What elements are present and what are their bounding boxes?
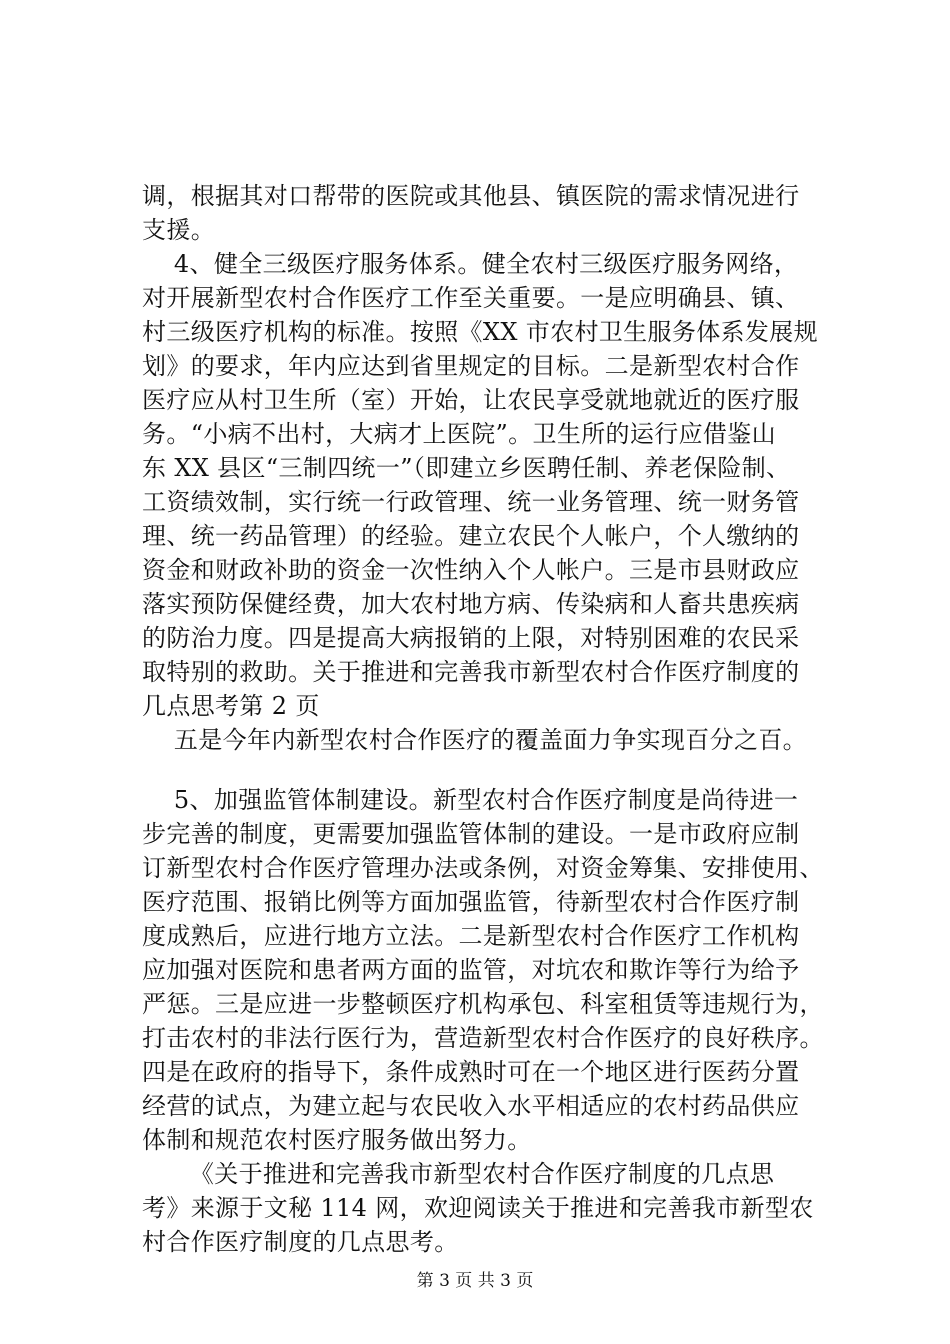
body-line: 5、加强监管体制建设。新型农村合作医疗制度是尚待进一	[142, 786, 799, 814]
body-line: 医疗应从村卫生所（室）开始，让农民享受就地就近的医疗服	[142, 386, 800, 414]
body-line: 经营的试点，为建立起与农民收入水平相适应的农村药品供应	[142, 1092, 800, 1120]
body-line: 划》的要求，年内应达到省里规定的目标。二是新型农村合作	[142, 352, 800, 380]
body-line: 几点思考第 2 页	[142, 692, 320, 720]
body-line: 工资绩效制，实行统一行政管理、统一业务管理、统一财务管	[142, 488, 800, 516]
body-line: 应加强对医院和患者两方面的监管，对坑农和欺诈等行为给予	[142, 956, 800, 984]
body-line: 《关于推进和完善我市新型农村合作医疗制度的几点思	[142, 1160, 775, 1188]
body-line: 医疗范围、报销比例等方面加强监管，待新型农村合作医疗制	[142, 888, 800, 916]
body-line: 步完善的制度，更需要加强监管体制的建设。一是市政府应制	[142, 820, 800, 848]
body-line: 的防治力度。四是提高大病报销的上限，对特别困难的农民采	[142, 624, 800, 652]
body-line: 订新型农村合作医疗管理办法或条例，对资金筹集、安排使用、	[142, 854, 824, 882]
body-line: 落实预防保健经费，加大农村地方病、传染病和人畜共患疾病	[142, 590, 800, 618]
body-line: 资金和财政补助的资金一次性纳入个人帐户。三是市县财政应	[142, 556, 800, 584]
body-line: 东 XX 县区“三制四统一”（即建立乡医聘任制、养老保险制、	[142, 454, 791, 482]
body-line: 村三级医疗机构的标准。按照《XX 市农村卫生服务体系发展规	[142, 318, 818, 346]
body-line: 度成熟后，应进行地方立法。二是新型农村合作医疗工作机构	[142, 922, 800, 950]
body-line: 4、健全三级医疗服务体系。健全农村三级医疗服务网络，	[142, 250, 799, 278]
body-line: 打击农村的非法行医行为，营造新型农村合作医疗的良好秩序。	[142, 1024, 824, 1052]
body-line: 四是在政府的指导下，条件成熟时可在一个地区进行医药分置	[142, 1058, 800, 1086]
page-footer: 第 3 页 共 3 页	[416, 1271, 534, 1291]
body-line: 取特别的救助。关于推进和完善我市新型农村合作医疗制度的	[142, 658, 800, 686]
body-line: 对开展新型农村合作医疗工作至关重要。一是应明确县、镇、	[142, 284, 800, 312]
body-line: 体制和规范农村医疗服务做出努力。	[142, 1126, 532, 1154]
body-line: 调，根据其对口帮带的医院或其他县、镇医院的需求情况进行	[142, 182, 800, 210]
body-line: 严惩。三是应进一步整顿医疗机构承包、科室租赁等违规行为，	[142, 990, 824, 1018]
body-line: 考》来源于文秘 114 网，欢迎阅读关于推进和完善我市新型农	[142, 1194, 814, 1222]
body-line: 支援。	[142, 216, 216, 244]
body-line: 理、统一药品管理）的经验。建立农民个人帐户，个人缴纳的	[142, 522, 800, 550]
body-line: 务。“小病不出村，大病才上医院”。卫生所的运行应借鉴山	[142, 420, 776, 448]
body-line: 村合作医疗制度的几点思考。	[142, 1228, 459, 1256]
body-line: 五是今年内新型农村合作医疗的覆盖面力争实现百分之百。	[142, 726, 808, 754]
